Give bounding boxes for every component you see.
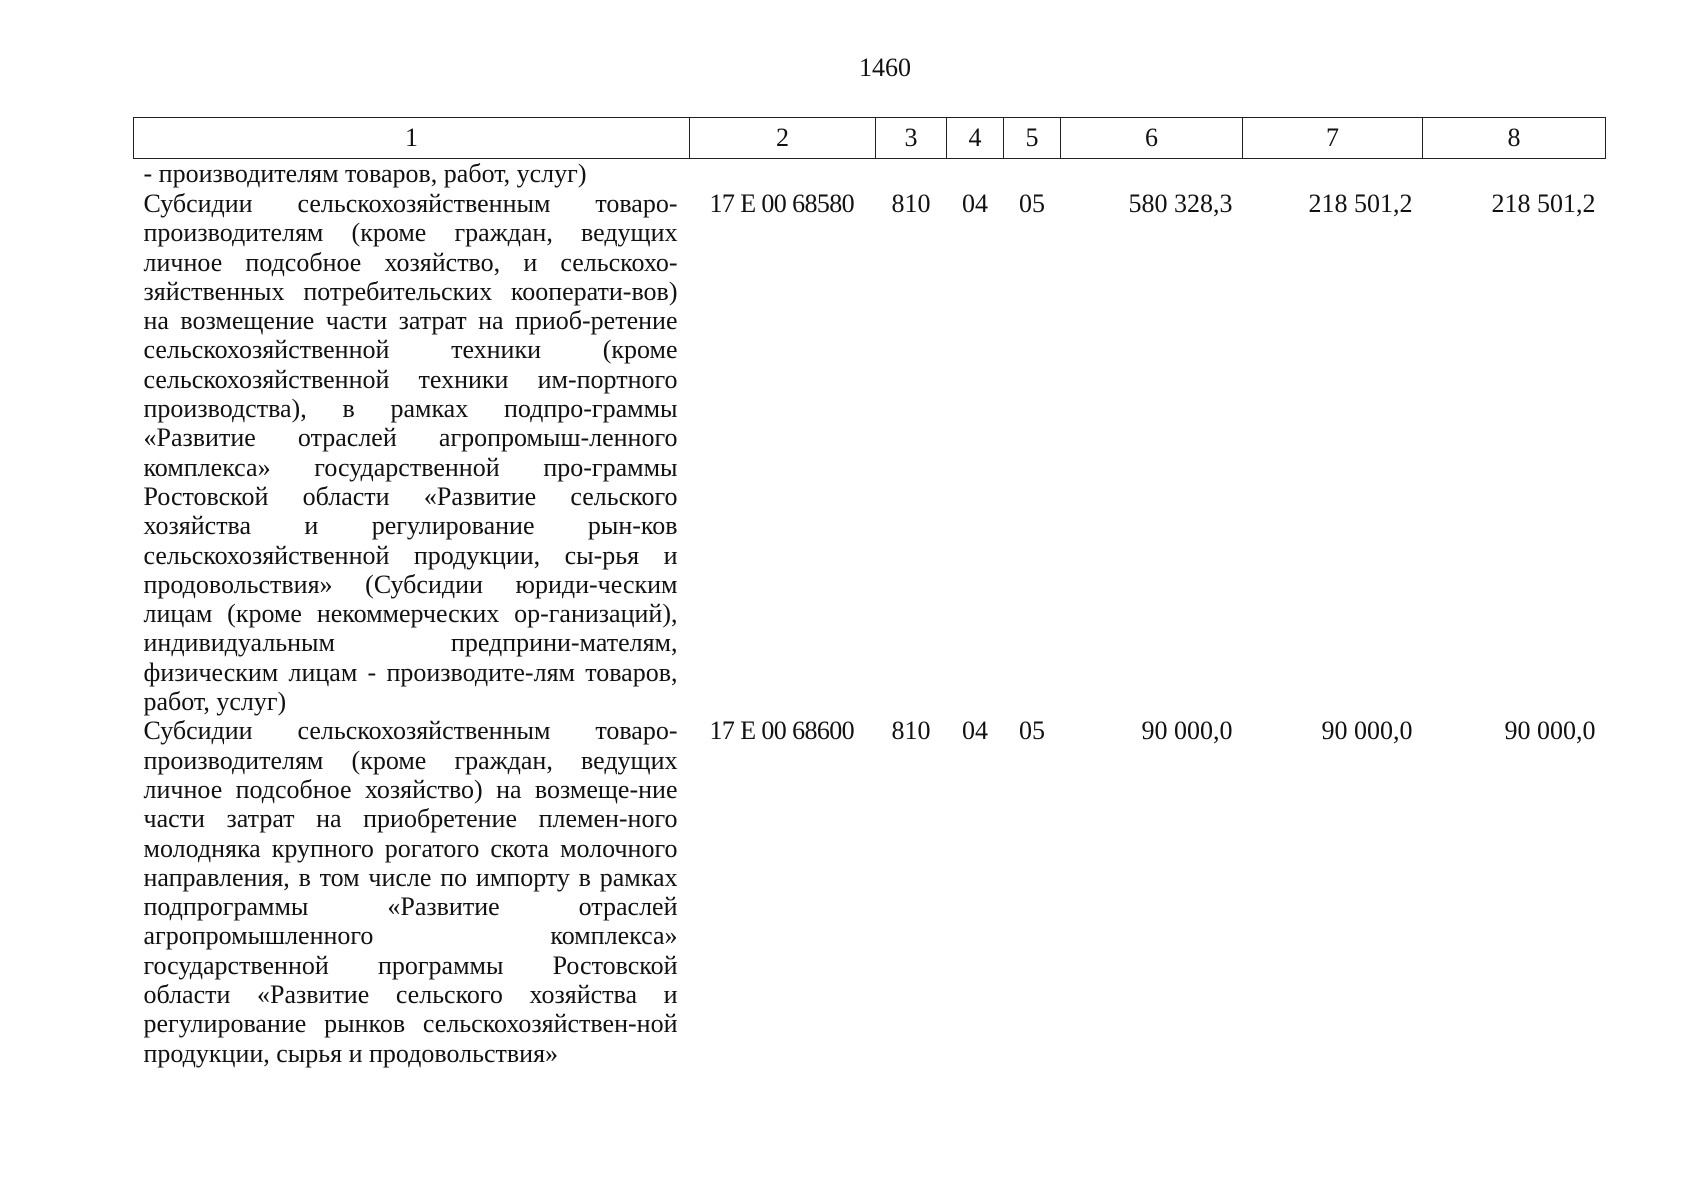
column-header-3: 3 (876, 118, 947, 159)
row-col3: 810 (891, 189, 931, 218)
row-col8: 90 000,0 (1504, 716, 1596, 746)
column-header-5: 5 (1004, 118, 1061, 159)
table-row (134, 716, 1606, 1068)
row-col8: 218 501,2 (1491, 189, 1596, 218)
row-col3: 810 (891, 716, 931, 746)
row-col7: 218 501,2 (1308, 189, 1413, 218)
column-header-7: 7 (1243, 118, 1423, 159)
table-row-continuation (134, 159, 1606, 190)
continuation-text: - производителям товаров, работ, услуг) (143, 159, 587, 188)
row-col4: 04 (962, 716, 988, 746)
table-row (134, 189, 1606, 716)
column-header-4: 4 (947, 118, 1004, 159)
table-header-row (134, 118, 1606, 159)
row-code: 17 Е 00 68600 (709, 716, 855, 746)
row-code: 17 Е 00 68580 (709, 189, 855, 218)
row-description: Субсидии сельскохозяйственным товаро-производителям (кроме граждан, ведущих личное подсобное хозяйство, и сельскохо-зяйственных потребительских кооперати-вов) на возмещение части затрат на приоб-ретение сельскохозяйственной техники (кроме сельскохозяйственной техники им-портного производства), в рамках подпро-граммы «Развитие отраслей агропромыш-ленного комплекса» государственной про-граммы Ростовской области «Развитие сельского хозяйства и регулирование рын-ков сельскохозяйственной продукции, сы-рья и продовольствия» (Субсидии юриди-ческим лицам (кроме некоммерческих ор-ганизаций), индивидуальным предприни-мателям, физическим лицам - производите-лям товаров, работ, услуг) (143, 189, 678, 717)
page-number: 1460 (859, 53, 911, 82)
budget-table (133, 117, 1606, 1068)
column-header-6: 6 (1061, 118, 1243, 159)
column-header-1: 1 (134, 118, 690, 159)
row-col4: 04 (962, 189, 988, 218)
row-col7: 90 000,0 (1321, 716, 1413, 746)
row-col5: 05 (1019, 716, 1045, 746)
column-header-8: 8 (1423, 118, 1606, 159)
column-header-2: 2 (690, 118, 876, 159)
row-col5: 05 (1019, 189, 1045, 218)
row-col6: 580 328,3 (1128, 189, 1233, 218)
row-col6: 90 000,0 (1141, 716, 1233, 746)
row-description: Субсидии сельскохозяйственным товаро-производителям (кроме граждан, ведущих личное подсобное хозяйство) на возмеще-ние части затрат на приобретение племен-ного молодняка крупного рогатого скота молочного направления, в том числе по импорту в рамках подпрограммы «Развитие отраслей агропромышленного комплекса» государственной программы Ростовской области «Развитие сельского хозяйства и регулирование рынков сельскохозяйствен-ной продукции, сырья и продовольствия» (143, 716, 678, 1068)
